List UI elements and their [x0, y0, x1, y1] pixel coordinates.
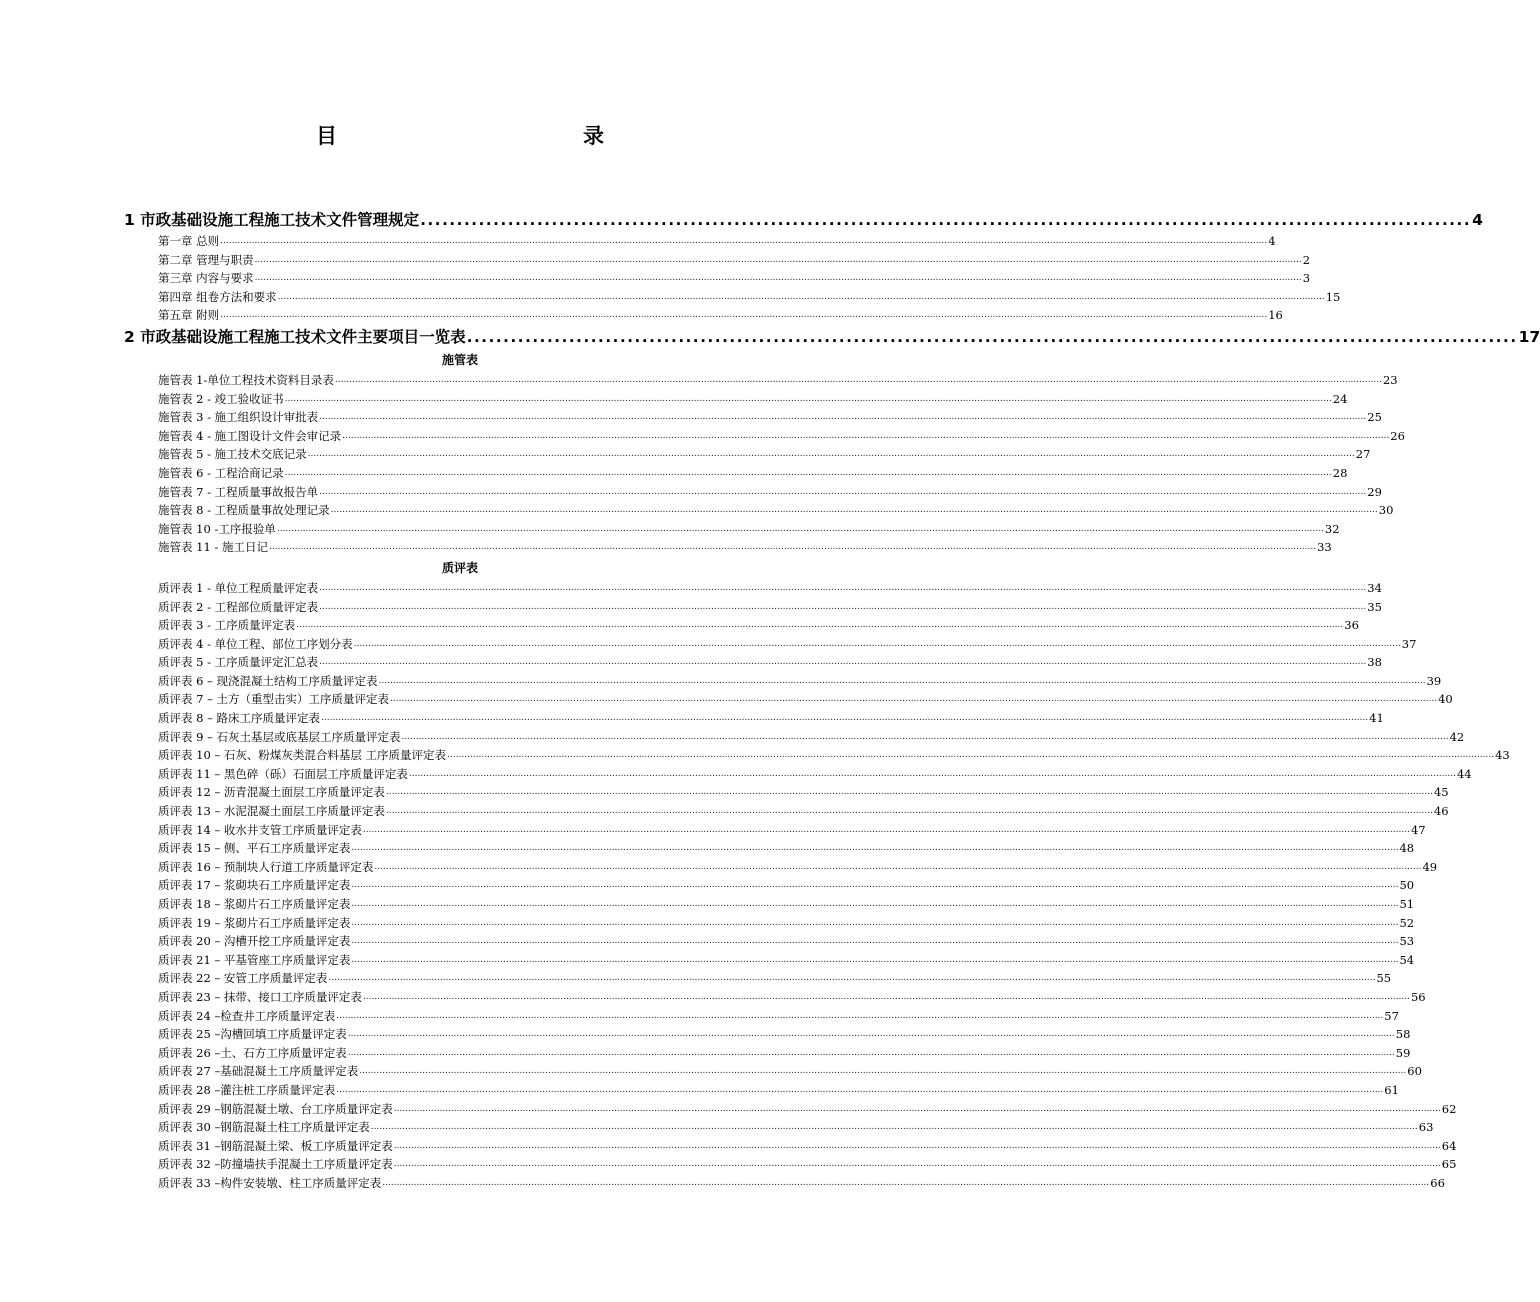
toc-entry-label: 质评表 9 – 石灰土基层或底基层工序质量评定表 [158, 729, 401, 744]
toc-entry-label: 质评表 29 –钢筋混凝土墩、台工序质量评定表 [158, 1101, 393, 1116]
toc-entry-label: 质评表 19 – 浆砌片石工序质量评定表 [158, 915, 351, 930]
toc-page-number: 38 [1367, 655, 1382, 670]
toc-page-number: 49 [1422, 859, 1438, 874]
dot-leader: .............................................................................................................................................................................................................................................................................................................................................................................. [319, 486, 1367, 497]
dot-leader: .............................................................................................................................................................................................................................................................................................................................................................................. [336, 1084, 1384, 1095]
toc-zhiping-entry[interactable] [0, 1118, 1434, 1137]
toc-page-number: 56 [1410, 989, 1426, 1004]
shiguan-list [0, 371, 1405, 557]
toc-shiguan-entry[interactable] [0, 538, 1332, 557]
dot-leader: .............................................................................................................................................................................................................................................................................................................................................................................. [408, 768, 1456, 779]
toc-entry-label: 施管表 5 - 施工技术交底记录 [158, 447, 307, 462]
toc-zhiping-entry[interactable] [0, 876, 1415, 895]
dot-leader: .............................................................................................................................................................................................................................................................................................................................................................................. [362, 991, 1410, 1002]
toc-page-number: 29 [1367, 484, 1382, 499]
toc-page-number: 34 [1367, 580, 1382, 595]
toc-page-number: 43 [1495, 748, 1510, 763]
toc-entry-label: 质评表 11 – 黑色碎（砾）石面层工序质量评定表 [158, 766, 408, 781]
dot-leader: .............................................................................................................................................................................................................................................................................................................................................................................. [351, 880, 1399, 891]
toc-entry-label: 质评表 31 –钢筋混凝土梁、板工序质量评定表 [158, 1138, 393, 1153]
toc-entry-label: 施管表 10 -工序报验单 [158, 521, 276, 536]
toc-page-number: 62 [1441, 1101, 1457, 1116]
dot-leader: .............................................................................................................................................................................................................................................................................................................................................................................. [351, 917, 1399, 928]
dot-leader: .............................................................................................................................................................................................................................................................................................................................................................................. [353, 638, 1401, 649]
toc-entry-label: 施管表 11 - 施工日记 [158, 540, 268, 555]
toc-zhiping-entry[interactable] [0, 616, 1359, 635]
toc-entry-label: 施管表 2 - 竣工验收证书 [158, 391, 284, 406]
toc-part-label: 2 市政基础设施工程施工技术文件主要项目一览表 [124, 327, 466, 346]
toc-zhiping-entry[interactable] [0, 746, 1510, 765]
toc-page-number: 4 [1268, 234, 1276, 248]
toc-entry-label: 质评表 32 –防撞墙扶手混凝土工序质量评定表 [158, 1157, 393, 1172]
toc-chapter-entry[interactable] [0, 251, 1311, 270]
toc-entry-label: 施管表 7 - 工程质量事故报告单 [158, 484, 319, 499]
toc-page-number: 57 [1384, 1008, 1399, 1023]
section-heading-shiguan: 施管表 [441, 352, 478, 367]
toc-page-number: 64 [1441, 1138, 1457, 1153]
toc-page-number: 35 [1367, 599, 1382, 614]
toc-zhiping-entry[interactable] [0, 1007, 1399, 1026]
toc-shiguan-entry[interactable] [0, 427, 1405, 446]
toc-zhiping-entry[interactable] [0, 895, 1415, 914]
toc-zhiping-entry[interactable] [0, 1081, 1399, 1100]
toc-zhiping-entry[interactable] [0, 858, 1438, 877]
toc-page-number: 23 [1382, 372, 1398, 387]
toc-entry-label: 施管表 6 - 工程洽商记录 [158, 465, 284, 480]
toc-page-number: 25 [1367, 410, 1382, 425]
toc-page-number: 15 [1325, 289, 1341, 304]
toc-zhiping-entry[interactable] [0, 598, 1382, 617]
toc-part-2[interactable] [0, 325, 1540, 349]
toc-shiguan-entry[interactable] [0, 483, 1382, 502]
toc-page-number: 46 [1433, 804, 1449, 819]
toc-zhiping-entry[interactable] [0, 988, 1426, 1007]
toc-chapter-entry[interactable] [0, 288, 1341, 307]
toc-entry-label: 质评表 28 –灌注桩工序质量评定表 [158, 1082, 336, 1097]
toc-entry-label: 质评表 4 - 单位工程、部位工序划分表 [158, 636, 353, 651]
toc-entry-label: 第五章 附则 [158, 308, 220, 323]
toc-zhiping-entry[interactable] [0, 821, 1426, 840]
dot-leader: .............................................................................................................................................................................................................................................................................................................................................................................. [342, 430, 1390, 441]
toc-page-number: 52 [1399, 915, 1415, 930]
dot-leader: .............................................................................................................................................................................................................................................................................................................................................................................. [385, 787, 1433, 798]
dot-leader: .............................................................................................................................................................................................................................................................................................................................................................................. [319, 601, 1367, 612]
toc-entry-label: 质评表 27 –基础混凝土工序质量评定表 [158, 1064, 359, 1079]
toc-entry-label: 质评表 3 - 工序质量评定表 [158, 618, 296, 633]
chapters-list [0, 232, 1341, 325]
table-of-contents [0, 208, 1540, 1193]
dot-leader: ................................................................................................................................................ [466, 327, 1518, 346]
toc-zhiping-entry[interactable] [0, 690, 1453, 709]
toc-page-number: 65 [1441, 1157, 1457, 1172]
toc-entry-label: 质评表 21 – 平基管座工序质量评定表 [158, 952, 351, 967]
toc-page-number: 37 [1401, 636, 1417, 651]
toc-part-label: 1 市政基础设施工程施工技术文件管理规定 [124, 211, 420, 229]
dot-leader: .............................................................................................................................................................................................................................................................................................................................................................................. [385, 806, 1433, 817]
dot-leader: .............................................................................................................................................................................................................................................................................................................................................................................. [351, 954, 1399, 965]
toc-entry-label: 质评表 24 –检查井工序质量评定表 [158, 1008, 336, 1023]
toc-page-number: 55 [1376, 971, 1392, 986]
toc-zhiping-entry[interactable] [0, 932, 1415, 951]
toc-page-number: 42 [1449, 729, 1465, 744]
toc-page-number: 47 [1410, 822, 1426, 837]
toc-zhiping-entry[interactable] [0, 1155, 1457, 1174]
toc-entry-label: 质评表 22 – 安管工序质量评定表 [158, 971, 328, 986]
toc-zhiping-entry[interactable] [0, 783, 1449, 802]
dot-leader: ................................................................................................................................................ [420, 211, 1472, 229]
toc-zhiping-entry[interactable] [0, 1062, 1422, 1081]
toc-page-number: 16 [1268, 308, 1283, 323]
toc-entry-label: 质评表 17 – 浆砌块石工序质量评定表 [158, 878, 351, 893]
dot-leader: .............................................................................................................................................................................................................................................................................................................................................................................. [277, 291, 1325, 302]
toc-page-number: 63 [1418, 1120, 1434, 1135]
toc-page-number: 4 [1472, 211, 1483, 229]
toc-page-number: 27 [1355, 447, 1371, 462]
toc-zhiping-entry[interactable] [0, 653, 1382, 672]
toc-shiguan-entry[interactable] [0, 371, 1398, 390]
dot-leader: .............................................................................................................................................................................................................................................................................................................................................................................. [307, 449, 1355, 460]
section-heading-zhiping: 质评表 [441, 560, 478, 575]
dot-leader: .............................................................................................................................................................................................................................................................................................................................................................................. [319, 412, 1367, 423]
toc-page-number: 44 [1456, 766, 1472, 781]
toc-entry-label: 质评表 16 – 预制块人行道工序质量评定表 [158, 859, 374, 874]
dot-leader: .............................................................................................................................................................................................................................................................................................................................................................................. [374, 861, 1422, 872]
toc-shiguan-entry[interactable] [0, 408, 1382, 427]
toc-page-number: 53 [1399, 934, 1415, 949]
toc-entry-label: 质评表 1 - 单位工程质量评定表 [158, 580, 319, 595]
toc-entry-label: 质评表 12 – 沥青混凝土面层工序质量评定表 [158, 785, 385, 800]
toc-entry-label: 质评表 20 – 沟槽开挖工序质量评定表 [158, 934, 351, 949]
toc-page-number: 30 [1378, 503, 1394, 518]
toc-page-number: 41 [1369, 711, 1384, 726]
dot-leader: .............................................................................................................................................................................................................................................................................................................................................................................. [220, 310, 1268, 321]
toc-page-number: 17 [1518, 327, 1540, 346]
dot-leader: .............................................................................................................................................................................................................................................................................................................................................................................. [347, 1047, 1395, 1058]
toc-zhiping-entry[interactable] [0, 709, 1384, 728]
toc-entry-label: 质评表 10 – 石灰、粉煤灰类混合料基层 工序质量评定表 [158, 748, 447, 763]
dot-leader: .............................................................................................................................................................................................................................................................................................................................................................................. [319, 657, 1367, 668]
toc-zhiping-entry[interactable] [0, 635, 1417, 654]
dot-leader: .............................................................................................................................................................................................................................................................................................................................................................................. [382, 1177, 1430, 1188]
toc-zhiping-entry[interactable] [0, 1174, 1445, 1193]
toc-entry-label: 质评表 7 – 土方（重型击实）工序质量评定表 [158, 692, 390, 707]
toc-page-number: 32 [1324, 521, 1340, 536]
toc-page-number: 60 [1407, 1064, 1422, 1079]
dot-leader: .............................................................................................................................................................................................................................................................................................................................................................................. [447, 750, 1495, 761]
dot-leader: .............................................................................................................................................................................................................................................................................................................................................................................. [393, 1103, 1441, 1114]
toc-page-number: 2 [1302, 252, 1311, 267]
dot-leader: .............................................................................................................................................................................................................................................................................................................................................................................. [220, 236, 1268, 246]
dot-leader: .............................................................................................................................................................................................................................................................................................................................................................................. [284, 467, 1332, 478]
dot-leader: .............................................................................................................................................................................................................................................................................................................................................................................. [276, 523, 1324, 534]
toc-page-number: 40 [1438, 692, 1453, 707]
toc-entry-label: 质评表 8 – 路床工序质量评定表 [158, 711, 321, 726]
toc-entry-label: 质评表 25 –沟槽回填工序质量评定表 [158, 1027, 347, 1042]
toc-entry-label: 质评表 15 – 侧、平石工序质量评定表 [158, 841, 351, 856]
dot-leader: .............................................................................................................................................................................................................................................................................................................................................................................. [296, 620, 1344, 631]
toc-page-number: 45 [1433, 785, 1449, 800]
toc-zhiping-entry[interactable] [0, 728, 1465, 747]
toc-zhiping-entry[interactable] [0, 1025, 1411, 1044]
dot-leader: .............................................................................................................................................................................................................................................................................................................................................................................. [370, 1122, 1418, 1133]
toc-entry-label: 质评表 13 – 水泥混凝土面层工序质量评定表 [158, 804, 385, 819]
dot-leader: .............................................................................................................................................................................................................................................................................................................................................................................. [393, 1140, 1441, 1151]
toc-entry-label: 施管表 8 - 工程质量事故处理记录 [158, 503, 330, 518]
toc-page-number: 24 [1332, 391, 1348, 406]
toc-page-number: 50 [1399, 878, 1415, 893]
toc-entry-label: 质评表 6 – 现浇混凝土结构工序质量评定表 [158, 673, 378, 688]
toc-page-number: 51 [1399, 897, 1415, 911]
toc-shiguan-entry[interactable] [0, 520, 1340, 539]
toc-entry-label: 施管表 4 - 施工图设计文件会审记录 [158, 428, 342, 443]
dot-leader: .............................................................................................................................................................................................................................................................................................................................................................................. [269, 542, 1317, 553]
toc-shiguan-entry[interactable] [0, 464, 1348, 483]
toc-zhiping-entry[interactable] [0, 765, 1472, 784]
toc-zhiping-entry[interactable] [0, 1100, 1457, 1119]
toc-shiguan-entry[interactable] [0, 445, 1371, 464]
toc-page-number: 28 [1332, 465, 1348, 480]
dot-leader: .............................................................................................................................................................................................................................................................................................................................................................................. [321, 713, 1369, 724]
toc-entry-label: 施管表 1-单位工程技术资料目录表 [158, 372, 334, 387]
toc-zhiping-entry[interactable] [0, 1137, 1457, 1156]
toc-page-number: 3 [1302, 271, 1311, 286]
toc-zhiping-entry[interactable] [0, 969, 1392, 988]
toc-shiguan-entry[interactable] [0, 390, 1348, 409]
toc-page-number: 61 [1384, 1082, 1399, 1097]
toc-shiguan-entry[interactable] [0, 501, 1394, 520]
toc-entry-label: 质评表 26 –土、石方工序质量评定表 [158, 1045, 347, 1060]
dot-leader: .............................................................................................................................................................................................................................................................................................................................................................................. [351, 843, 1399, 854]
toc-page-number: 59 [1395, 1045, 1411, 1060]
dot-leader: .............................................................................................................................................................................................................................................................................................................................................................................. [330, 505, 1378, 516]
toc-page-number: 58 [1395, 1027, 1411, 1042]
dot-leader: .............................................................................................................................................................................................................................................................................................................................................................................. [351, 899, 1399, 909]
toc-entry-label: 质评表 2 - 工程部位质量评定表 [158, 599, 319, 614]
page-title: 目 录 [316, 124, 672, 148]
toc-zhiping-entry[interactable] [0, 802, 1449, 821]
toc-entry-label: 第四章 组卷方法和要求 [158, 289, 277, 304]
dot-leader: .............................................................................................................................................................................................................................................................................................................................................................................. [390, 694, 1438, 705]
toc-chapter-entry[interactable] [0, 232, 1276, 251]
toc-entry-label: 质评表 30 –钢筋混凝土柱工序质量评定表 [158, 1120, 370, 1135]
dot-leader: .............................................................................................................................................................................................................................................................................................................................................................................. [347, 1029, 1395, 1040]
toc-zhiping-entry[interactable] [0, 839, 1415, 858]
toc-entry-label: 质评表 33 –构件安装墩、柱工序质量评定表 [158, 1175, 382, 1190]
toc-page-number: 26 [1390, 428, 1405, 443]
toc-entry-label: 质评表 5 - 工序质量评定汇总表 [158, 655, 319, 670]
dot-leader: .............................................................................................................................................................................................................................................................................................................................................................................. [393, 1159, 1441, 1170]
toc-entry-label: 第二章 管理与职责 [158, 252, 254, 267]
toc-chapter-entry[interactable] [0, 306, 1283, 325]
dot-leader: .............................................................................................................................................................................................................................................................................................................................................................................. [351, 936, 1399, 947]
dot-leader: .............................................................................................................................................................................................................................................................................................................................................................................. [254, 254, 1302, 265]
dot-leader: .............................................................................................................................................................................................................................................................................................................................................................................. [378, 675, 1426, 686]
toc-entry-label: 第一章 总则 [158, 234, 220, 248]
dot-leader: .............................................................................................................................................................................................................................................................................................................................................................................. [284, 393, 1332, 404]
dot-leader: .............................................................................................................................................................................................................................................................................................................................................................................. [254, 273, 1302, 284]
toc-part-1[interactable] [0, 208, 1483, 232]
toc-zhiping-entry[interactable] [0, 951, 1415, 970]
toc-chapter-entry[interactable] [0, 269, 1311, 288]
toc-zhiping-entry[interactable] [0, 672, 1442, 691]
dot-leader: .............................................................................................................................................................................................................................................................................................................................................................................. [319, 582, 1367, 593]
toc-page-number: 66 [1430, 1175, 1445, 1190]
toc-entry-label: 质评表 18 – 浆砌片石工序质量评定表 [158, 897, 351, 911]
dot-leader: .............................................................................................................................................................................................................................................................................................................................................................................. [359, 1066, 1407, 1077]
toc-entry-label: 质评表 14 – 收水井支管工序质量评定表 [158, 822, 362, 837]
toc-page-number: 48 [1399, 841, 1415, 856]
dot-leader: .............................................................................................................................................................................................................................................................................................................................................................................. [328, 973, 1376, 984]
toc-page-number: 39 [1426, 673, 1442, 688]
toc-page-number: 36 [1344, 618, 1359, 633]
dot-leader: .............................................................................................................................................................................................................................................................................................................................................................................. [362, 824, 1410, 835]
dot-leader: .............................................................................................................................................................................................................................................................................................................................................................................. [334, 374, 1382, 385]
toc-entry-label: 施管表 3 - 施工组织设计审批表 [158, 410, 319, 425]
dot-leader: .............................................................................................................................................................................................................................................................................................................................................................................. [401, 731, 1449, 742]
dot-leader: .............................................................................................................................................................................................................................................................................................................................................................................. [336, 1010, 1384, 1021]
toc-page-number: 54 [1399, 952, 1415, 967]
toc-zhiping-entry[interactable] [0, 579, 1382, 598]
toc-zhiping-entry[interactable] [0, 914, 1415, 933]
toc-entry-label: 质评表 23 – 抹带、接口工序质量评定表 [158, 989, 362, 1004]
toc-entry-label: 第三章 内容与要求 [158, 271, 254, 286]
zhiping-list [0, 579, 1510, 1193]
toc-page-number: 33 [1317, 540, 1332, 555]
toc-zhiping-entry[interactable] [0, 1044, 1411, 1063]
